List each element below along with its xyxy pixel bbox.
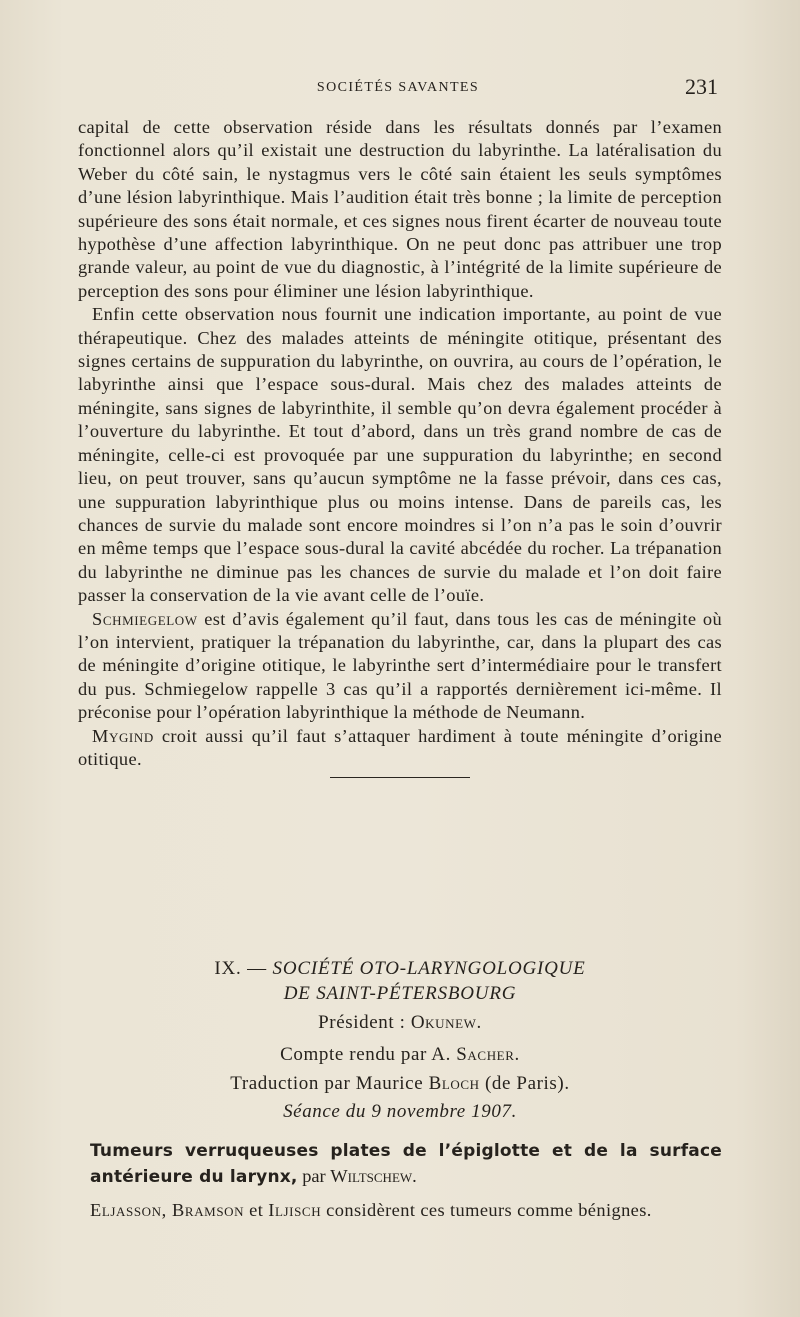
article-body-et: et (244, 1200, 269, 1220)
translation-suffix: (de Paris). (479, 1073, 570, 1094)
section-title-line-2: DE SAINT-PÉTERSBOURG (283, 983, 517, 1004)
article-body-authors: Eljasson, Bramson (90, 1200, 245, 1220)
article-author: Wiltschew. (330, 1166, 417, 1186)
article-title-par: par (297, 1166, 331, 1186)
session-date: Séance du 9 novembre 1907. (283, 1101, 517, 1122)
paragraph-continuation: capital de cette observation réside dans les résultats donnés par l’examen fonctionnel alors qu’il existait une destruction du labyrinthe. La latéralisation du Weber du côté sain, le nystagmus vers le côté sain étaient les seuls symptômes d’une lésion labyrinthique. Mais l’audition était très bonne ; la limite de perception supérieure des sons était normale, et ces signes nous firent écarter de nouveau toute hypothèse d’une affection labyrinthique. On ne peut donc pas attribuer une trop grande valeur, au point de vue du diagnostic, à l’intégrité de la limite supérieure de perception des sons pour éliminer une lésion labyrinthique. (78, 117, 722, 301)
paragraph-text: croit aussi qu’il faut s’attaquer hardiment à toute méningite d’origine otitique. (78, 725, 722, 769)
section-divider (330, 777, 470, 778)
paragraph-schmiegelow (78, 608, 722, 725)
page-number: 231 (685, 74, 718, 99)
paragraph-therapeutic: Enfin cette observation nous fournit une indication importante, au point de vue thérapeutique. Chez des malades atteints de méningite otitique, présentant des signes certains de suppuration du labyrinthe, on ouvrira, au cours de l’opération, le labyrinthe ainsi que l’espace sous-dural. Mais chez des malades atteints de méningite, sans signes de labyrinthite, il semble qu’on devra également procéder à l’ouverture du labyrinthe. Et tout d’abord, dans un très grand nombre de cas de méningite, celle-ci est provoquée par une suppuration du labyrinthe; en second lieu, on peut trouver, sans qu’aucun symptôme ne la fasse prévoir, dans ces cas, une suppuration labyrinthique plus ou moins intense. Dans de pareils cas, les chances de survie du malade sont encore moindres si l’on n’a pas le soin d’ouvrir en même temps que l’espace sous-dural la cavité abcédée du rocher. La trépanation du labyrinthe ne diminue pas les chances de survie du malade et l’on doit faire passer la conservation de la vie avant celle de l’ouïe. (78, 304, 722, 606)
section-title-line-1: SOCIÉTÉ OTO-LARYNGOLOGIQUE (272, 958, 586, 979)
article-title-text: Tumeurs verruqueuses plates de l’épiglotte et de la surface antérieure du larynx, (90, 1141, 722, 1187)
paragraph-mygind (78, 725, 722, 772)
report-label: Compte rendu par A. (280, 1044, 457, 1065)
president-label: Président : (318, 1012, 411, 1033)
main-text (78, 116, 722, 778)
author-name: Mygind (92, 725, 154, 746)
section-heading (78, 956, 722, 1006)
paragraph-text: est d’avis également qu’il faut, dans tous les cas de méningite où l’on intervient, pratiquer la trépanation du labyrinthe, car, dans la plupart des cas de méningite d’origine otitique, le labyrinthe sert d’intermédiaire pour le transfert du pus. Schmiegelow rappelle 3 cas qu’il a rapportés dernièrement ici-même. Il préconise pour l’opération labyrinthique la méthode de Neumann. (78, 608, 722, 723)
page-header (78, 74, 718, 104)
section-report (78, 1044, 722, 1066)
article-body-author-3: Iljisch (268, 1200, 322, 1220)
report-name: Sacher. (456, 1044, 520, 1065)
article-title (90, 1138, 722, 1190)
section-number: IX. — (214, 958, 267, 979)
translation-label: Traduction par Maurice (230, 1073, 429, 1094)
section-heading-line-1 (78, 956, 722, 981)
president-name: Okunew. (410, 1012, 482, 1033)
section-president (78, 1012, 722, 1034)
translation-name: Bloch (428, 1073, 480, 1094)
section-translation (78, 1073, 722, 1095)
article-body (90, 1198, 722, 1222)
author-name: Schmiegelow (92, 608, 198, 629)
running-head: SOCIÉTÉS SAVANTES (316, 80, 480, 95)
article-body-text: considèrent ces tumeurs comme bénignes. (321, 1200, 652, 1220)
